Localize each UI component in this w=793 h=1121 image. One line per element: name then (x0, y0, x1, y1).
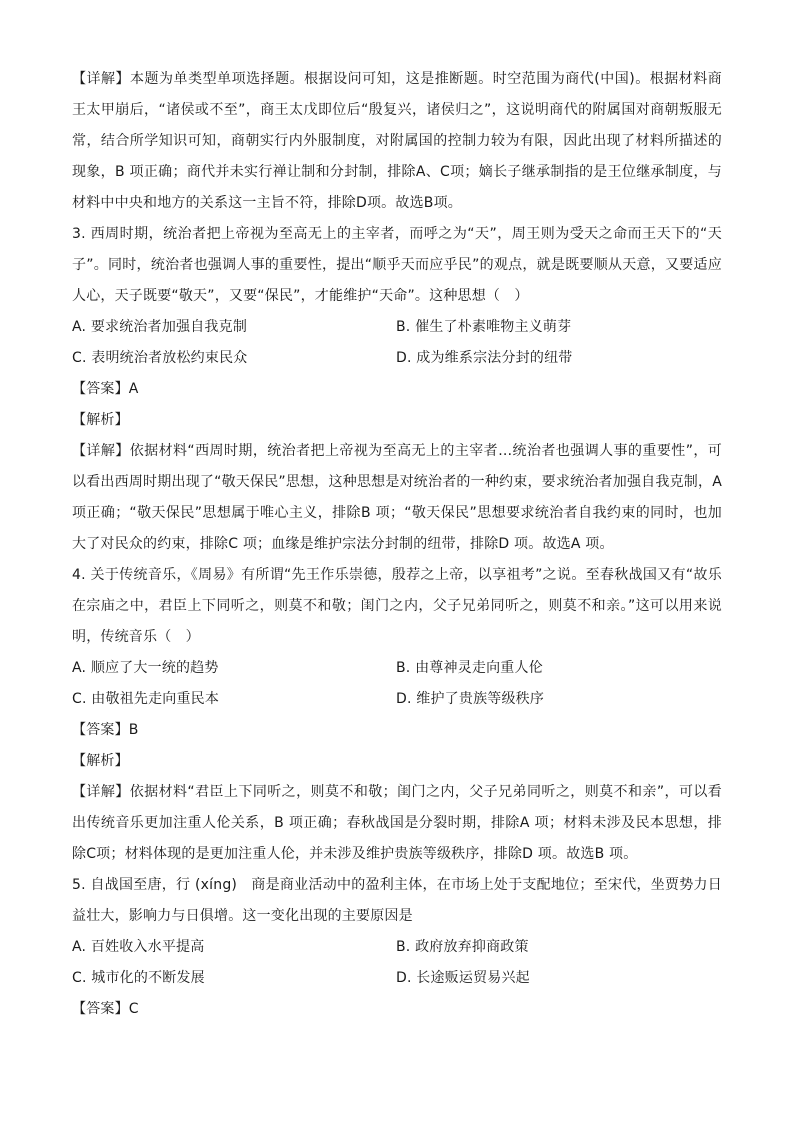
question-3-options (72, 312, 722, 374)
detail-paragraph-q2: 【详解】本题为单类型单项选择题。根据设问可知，这是推断题。时空范围为商代(中国)。根据材料商王太甲崩后，“诸侯或不至”，商王太戊即位后“殷复兴，诸侯归之”，这说明商代的附属国对商朝叛服无常，结合所学知识可知，商朝实行内外服制度，对附属国的控制力较为有限，因此出现了材料所描述的现象，B 项正确；商代并未实行禅让制和分封制，排除A、C项；嫡长子继承制指的是王位继承制度，与材料中中央和地方的关系这一主旨不符，排除D项。故选B项。 (72, 71, 722, 211)
q4-option-c: C. 由敬祖先走向重民本 (72, 691, 220, 707)
q5-option-a: A. 百姓收入水平提高 (72, 939, 205, 955)
q4-analysis-label: 【解析】 (72, 753, 129, 769)
q3-analysis-label: 【解析】 (72, 412, 129, 428)
q4-answer: 【答案】B (72, 722, 139, 738)
q5-answer: 【答案】C (72, 1001, 139, 1017)
q4-option-b: B. 由尊神灵走向重人伦 (396, 660, 543, 676)
q5-option-d: D. 长途贩运贸易兴起 (396, 970, 530, 986)
q4-option-d: D. 维护了贵族等级秩序 (396, 691, 545, 707)
question-4-stem: 4. 关于传统音乐，《周易》有所谓“先王作乐崇德，殷荐之上帝，以享祖考”之说。至春秋战国又有“故乐在宗庙之中，君臣上下同听之，则莫不和敬；闺门之内，父子兄弟同听之，则莫不和亲。”这可以用来说明，传统音乐（ ） (72, 567, 722, 645)
q4-detail: 【详解】依据材料“君臣上下同听之，则莫不和敬；闺门之内，父子兄弟同听之，则莫不和亲”，可以看出传统音乐更加注重人伦关系，B 项正确；春秋战国是分裂时期，排除A 项；材料未涉及民本思想，排除C项；材料体现的是更加注重人伦，并未涉及维护贵族等级秩序，排除D 项。故选B 项。 (72, 784, 722, 862)
q3-answer: 【答案】A (72, 381, 139, 397)
q3-option-a: A. 要求统治者加强自我克制 (72, 319, 248, 335)
document-page (72, 64, 722, 1025)
q4-option-a: A. 顺应了大一统的趋势 (72, 660, 219, 676)
q3-option-b: B. 催生了朴素唯物主义萌芽 (396, 319, 572, 335)
q5-option-c: C. 城市化的不断发展 (72, 970, 205, 986)
q3-option-c: C. 表明统治者放松约束民众 (72, 350, 248, 366)
q3-detail: 【详解】依据材料“西周时期，统治者把上帝视为至高无上的主宰者…统治者也强调人事的重要性”，可以看出西周时期出现了“敬天保民”思想，这种思想是对统治者的一种约束，要求统治者加强自我克制，A 项正确；“敬天保民”思想属于唯心主义，排除B 项；“敬天保民”思想要求统治者自我约束的同时，也加大了对民众的约束，排除C 项；血缘是维护宗法分封制的纽带，排除D 项。故选A 项。 (72, 443, 722, 552)
question-5-options (72, 932, 722, 994)
question-3-stem: 3. 西周时期，统治者把上帝视为至高无上的主宰者，而呼之为“天”，周王则为受天之命而王天下的“天子”。同时，统治者也强调人事的重要性，提出“顺乎天而应乎民”的观点，就是既要顺从天意，又要适应人心，天子既要“敬天”，又要“保民”，才能维护“天命”。这种思想（ ） (72, 226, 722, 304)
question-4-options (72, 653, 722, 715)
q3-option-d: D. 成为维系宗法分封的纽带 (396, 350, 573, 366)
q5-option-b: B. 政府放弃抑商政策 (396, 939, 529, 955)
question-5-stem: 5. 自战国至唐，行 (xíng) 商是商业活动中的盈利主体，在市场上处于支配地位；至宋代，坐贾势力日益壮大，影响力与日俱增。这一变化出现的主要原因是 (72, 877, 722, 924)
